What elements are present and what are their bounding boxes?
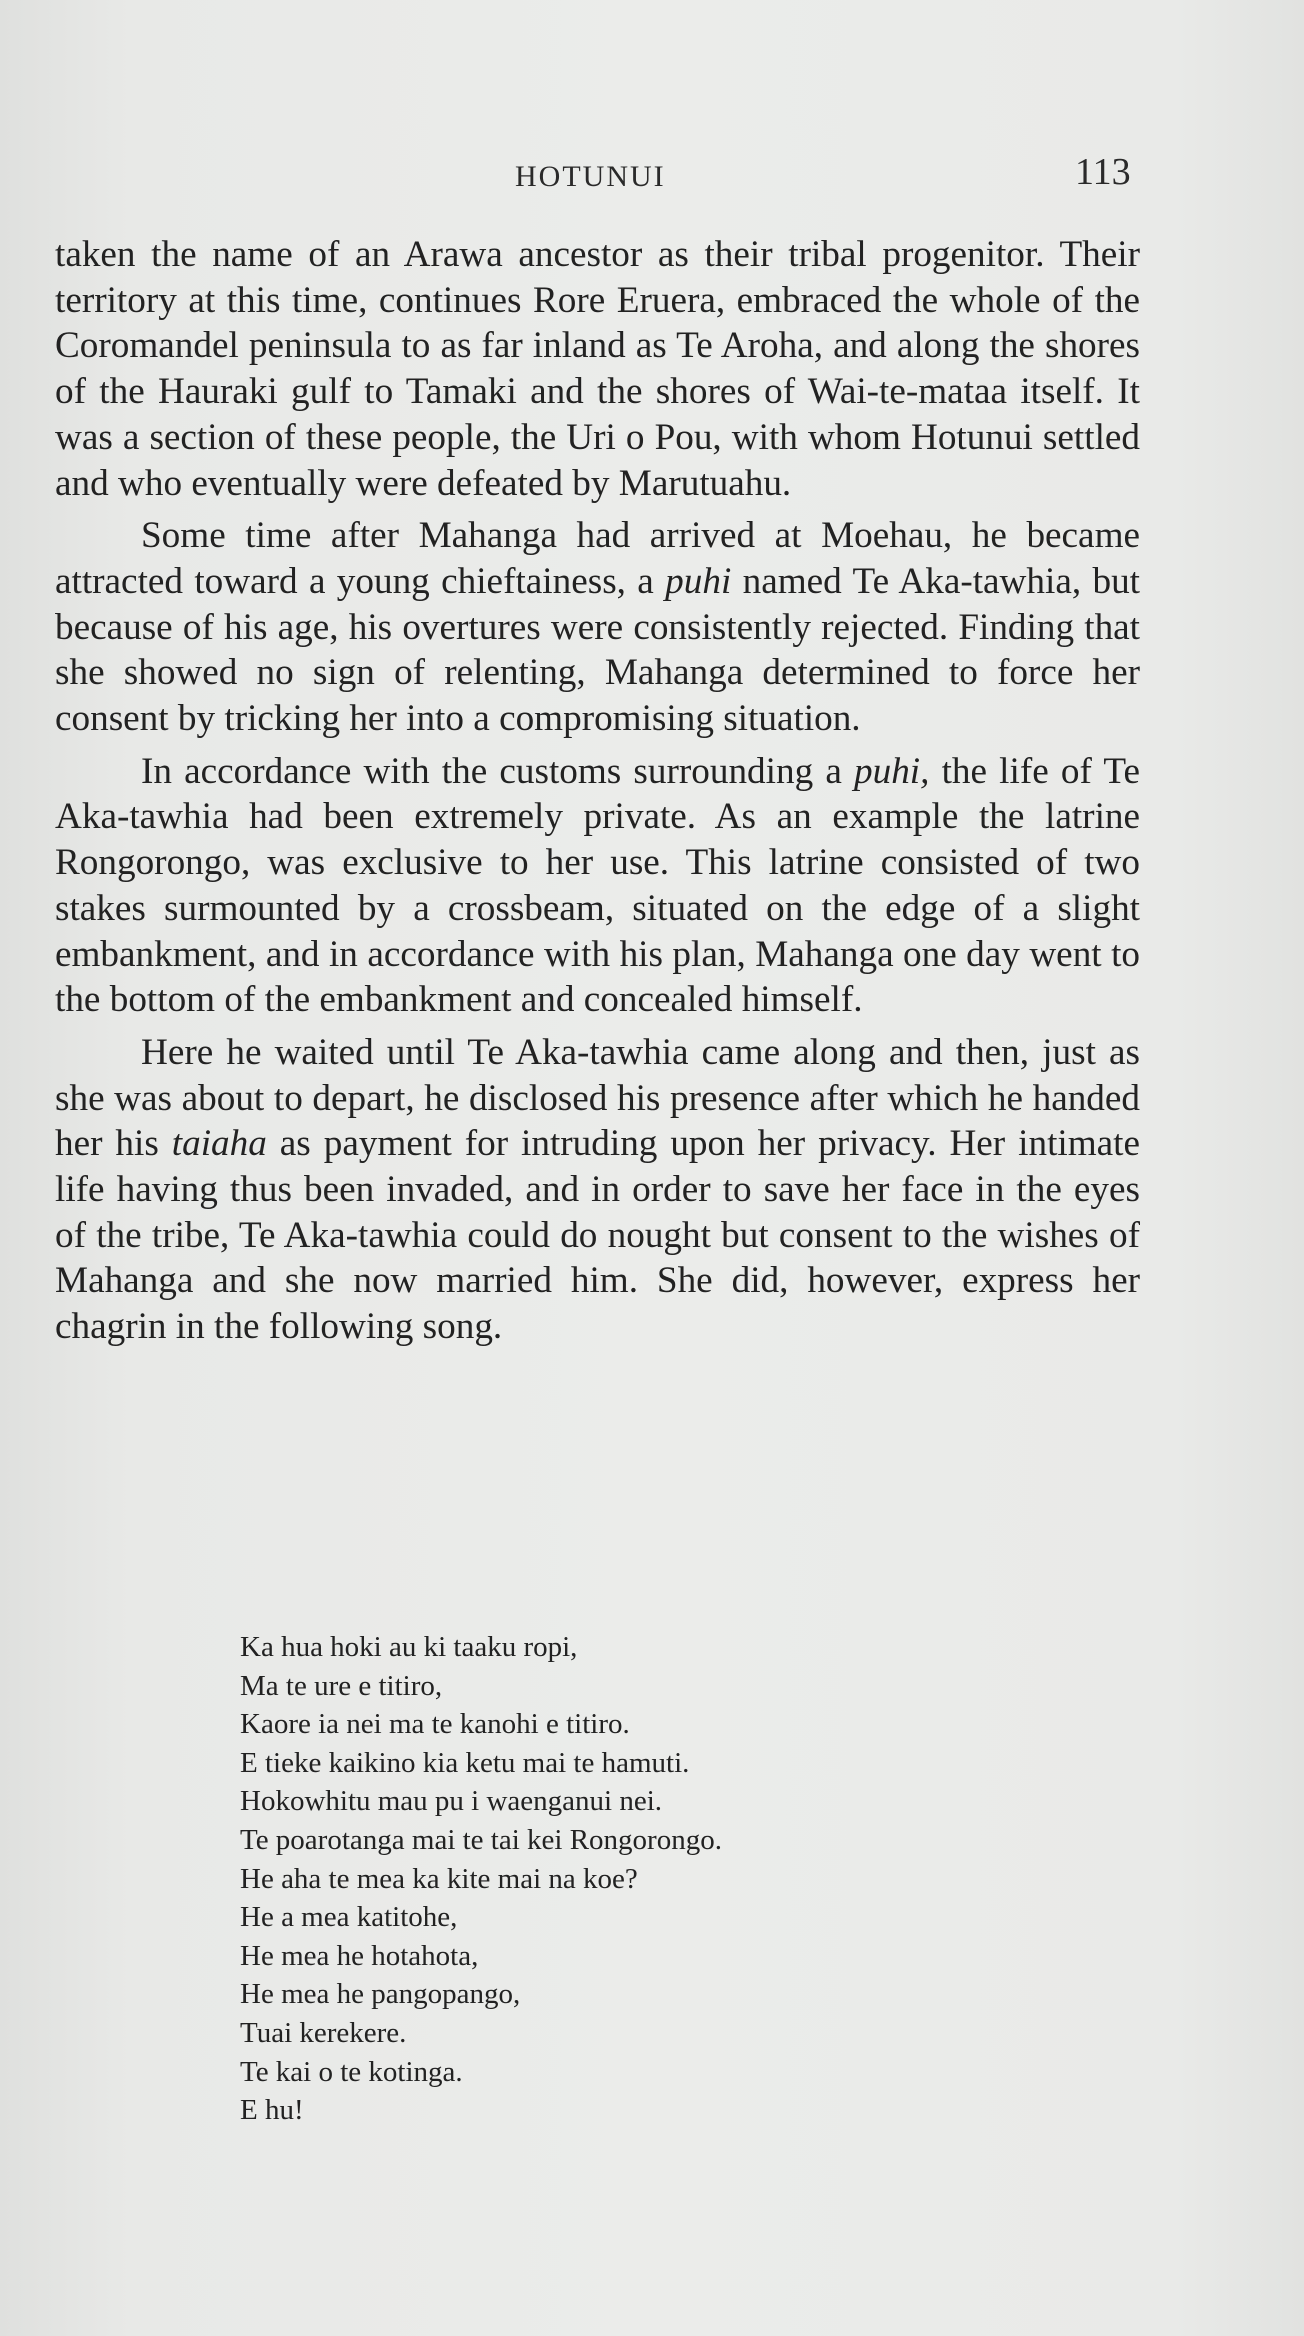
song-line: Ma te ure e titiro,	[240, 1669, 443, 1702]
song-line: Ka hua hoki au ki taaku ropi,	[240, 1631, 578, 1663]
paragraph-text: Some time after Mahanga had arrived at Moehau, he became attracted toward a young chieftainess, a	[55, 515, 1140, 602]
page-number: 113	[1075, 151, 1131, 193]
paragraph-text: taken the name of an Arawa ancestor as their tribal progenitor. Their territory at this time, continues Rore Eruera, embraced the whole of the Coromandel peninsula to as far inland as Te Aroha, and along the shores of the Hauraki gulf to Tamaki and the shores of Wai-te-mataa itself. It was a section of these people, the Uri o Pou, with whom Hotunui settled and who eventually were defeated by Marutuahu.	[55, 234, 1140, 504]
song-verse	[240, 1628, 722, 2130]
song-line: Kaore ia nei ma te kanohi e titiro.	[240, 1708, 630, 1741]
song-line: E tieke kaikino kia ketu mai te hamuti.	[240, 1746, 690, 1779]
italic-term-puhi: puhi,	[854, 750, 930, 792]
paragraph-text: named Te Aka-tawhia, but because of his age, his overtures were consistently rejected. Finding that she showed no sign of relenting, Mahanga determined to force her consent by tricking her into a compromising situation.	[55, 560, 1140, 740]
italic-term-puhi: puhi	[665, 560, 732, 602]
song-line: Te poarotanga mai te tai kei Rongorongo.	[240, 1823, 722, 1856]
song-line: He mea he hotahota,	[240, 1939, 479, 1972]
paragraph-4	[55, 1030, 1140, 1350]
paragraph-text: Here he waited until Te Aka-tawhia came along and then, just as she was about to depart, he disclosed his presence after which he handed her his	[55, 1031, 1140, 1165]
paragraph-3	[55, 749, 1140, 1023]
page-header	[0, 150, 1304, 200]
italic-term-taiaha: taiaha	[171, 1123, 267, 1165]
song-line: He aha te mea ka kite mai na koe?	[240, 1862, 638, 1895]
paragraph-text: the life of Te Aka-tawhia had been extremely private. As an example the latrine Rongorongo, was exclusive to her use. This latrine consisted of two stakes surmounted by a crossbeam, situated on the edge of a slight embankment, and in accordance with his plan, Mahanga one day went to the bottom of the embankment and concealed himself.	[55, 750, 1140, 1021]
paragraph-2	[55, 513, 1140, 742]
song-line: Tuai kerekere.	[240, 2016, 407, 2049]
song-line: Te kai o te kotinga.	[240, 2055, 463, 2088]
song-line: Hokowhitu mau pu i waenganui nei.	[240, 1785, 663, 1818]
song-line: E hu!	[240, 2094, 304, 2127]
song-line: He mea he pangopango,	[240, 1978, 521, 2011]
running-head: HOTUNUI	[515, 160, 666, 193]
paragraph-text: as payment for intruding upon her privacy. Her intimate life having thus been invaded, and in order to save her face in the eyes of the tribe, Te Aka-tawhia could do nought but consent to the wishes of Mahanga and she now married him. She did, however, express her chagrin in the following song.	[55, 1123, 1140, 1348]
body-text	[55, 232, 1140, 1357]
paragraph-1	[55, 232, 1140, 506]
song-line: He a mea katitohe,	[240, 1901, 458, 1934]
paragraph-text: In accordance with the customs surrounding a	[141, 750, 854, 792]
